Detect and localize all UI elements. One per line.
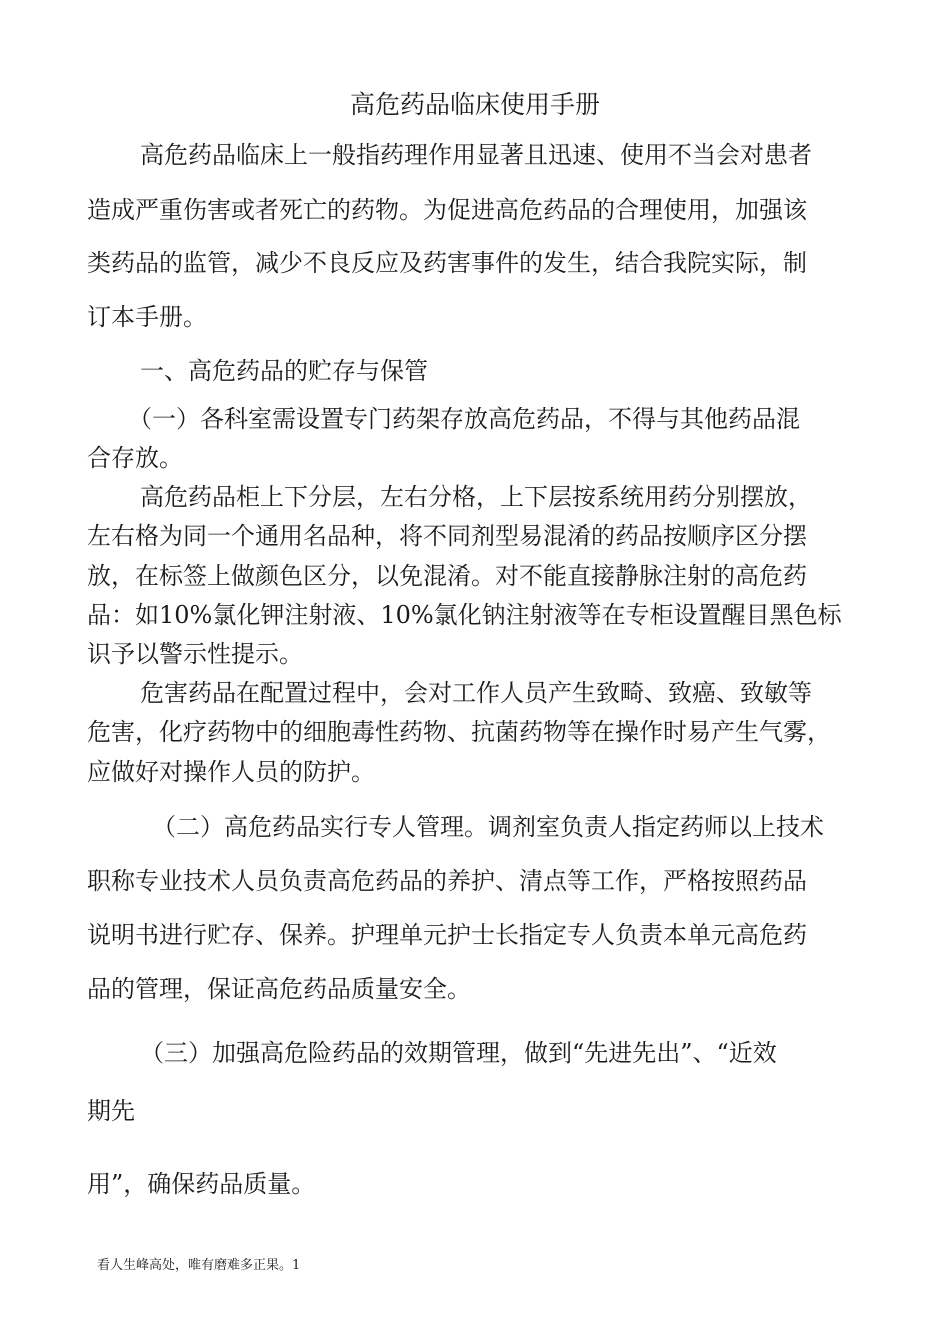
paragraph-line: 高危药品临床上一般指药理作用显著且迅速、使用不当会对患者 bbox=[140, 141, 812, 169]
paragraph-line: 订本手册。 bbox=[87, 303, 207, 331]
paragraph-line: （二）高危药品实行专人管理。调剂室负责人指定药师以上技术 bbox=[152, 813, 824, 841]
paragraph-line: 说明书进行贮存、保养。护理单元护士长指定专人负责本单元高危药 bbox=[87, 921, 807, 949]
paragraph-line: 识予以警示性提示。 bbox=[87, 640, 303, 668]
paragraph-line: （三）加强高危险药品的效期管理，做到“先进先出”、“近效 bbox=[140, 1039, 777, 1067]
paragraph-line: 类药品的监管，减少不良反应及药害事件的发生，结合我院实际，制 bbox=[87, 249, 807, 277]
paragraph-line: 品：如10%氯化钾注射液、10%氯化钠注射液等在专柜设置醒目黑色标 bbox=[87, 601, 842, 629]
paragraph-line: 职称专业技术人员负责高危药品的养护、清点等工作，严格按照药品 bbox=[87, 867, 807, 895]
paragraph-line: 左右格为同一个通用名品种，将不同剂型易混淆的药品按顺序区分摆 bbox=[87, 522, 807, 550]
paragraph-line: 危害药品在配置过程中，会对工作人员产生致畸、致癌、致敏等 bbox=[140, 679, 812, 707]
paragraph-line: 造成严重伤害或者死亡的药物。为促进高危药品的合理使用，加强该 bbox=[87, 196, 807, 224]
paragraph-line: 品的管理，保证高危药品质量安全。 bbox=[87, 975, 471, 1003]
paragraph-line: 放，在标签上做颜色区分，以免混淆。对不能直接静脉注射的高危药 bbox=[87, 562, 807, 590]
paragraph-line: （一）各科室需设置专门药架存放高危药品，不得与其他药品混 bbox=[128, 405, 800, 433]
paragraph-line: 高危药品柜上下分层，左右分格，上下层按系统用药分别摆放， bbox=[140, 483, 812, 511]
section-heading: 一、高危药品的贮存与保管 bbox=[140, 357, 428, 385]
paragraph-line: 应做好对操作人员的防护。 bbox=[87, 758, 375, 786]
page-footer: 看人生峰高处，唯有磨难多正果。1 bbox=[97, 1258, 301, 1273]
paragraph-line: 危害，化疗药物中的细胞毒性药物、抗菌药物等在操作时易产生气雾， bbox=[87, 718, 831, 746]
paragraph-line: 期先 bbox=[87, 1097, 135, 1125]
document-title: 高危药品临床使用手册 bbox=[349, 90, 600, 119]
paragraph-line: 用”，确保药品质量。 bbox=[87, 1170, 316, 1198]
paragraph-line: 合存放。 bbox=[87, 444, 183, 472]
